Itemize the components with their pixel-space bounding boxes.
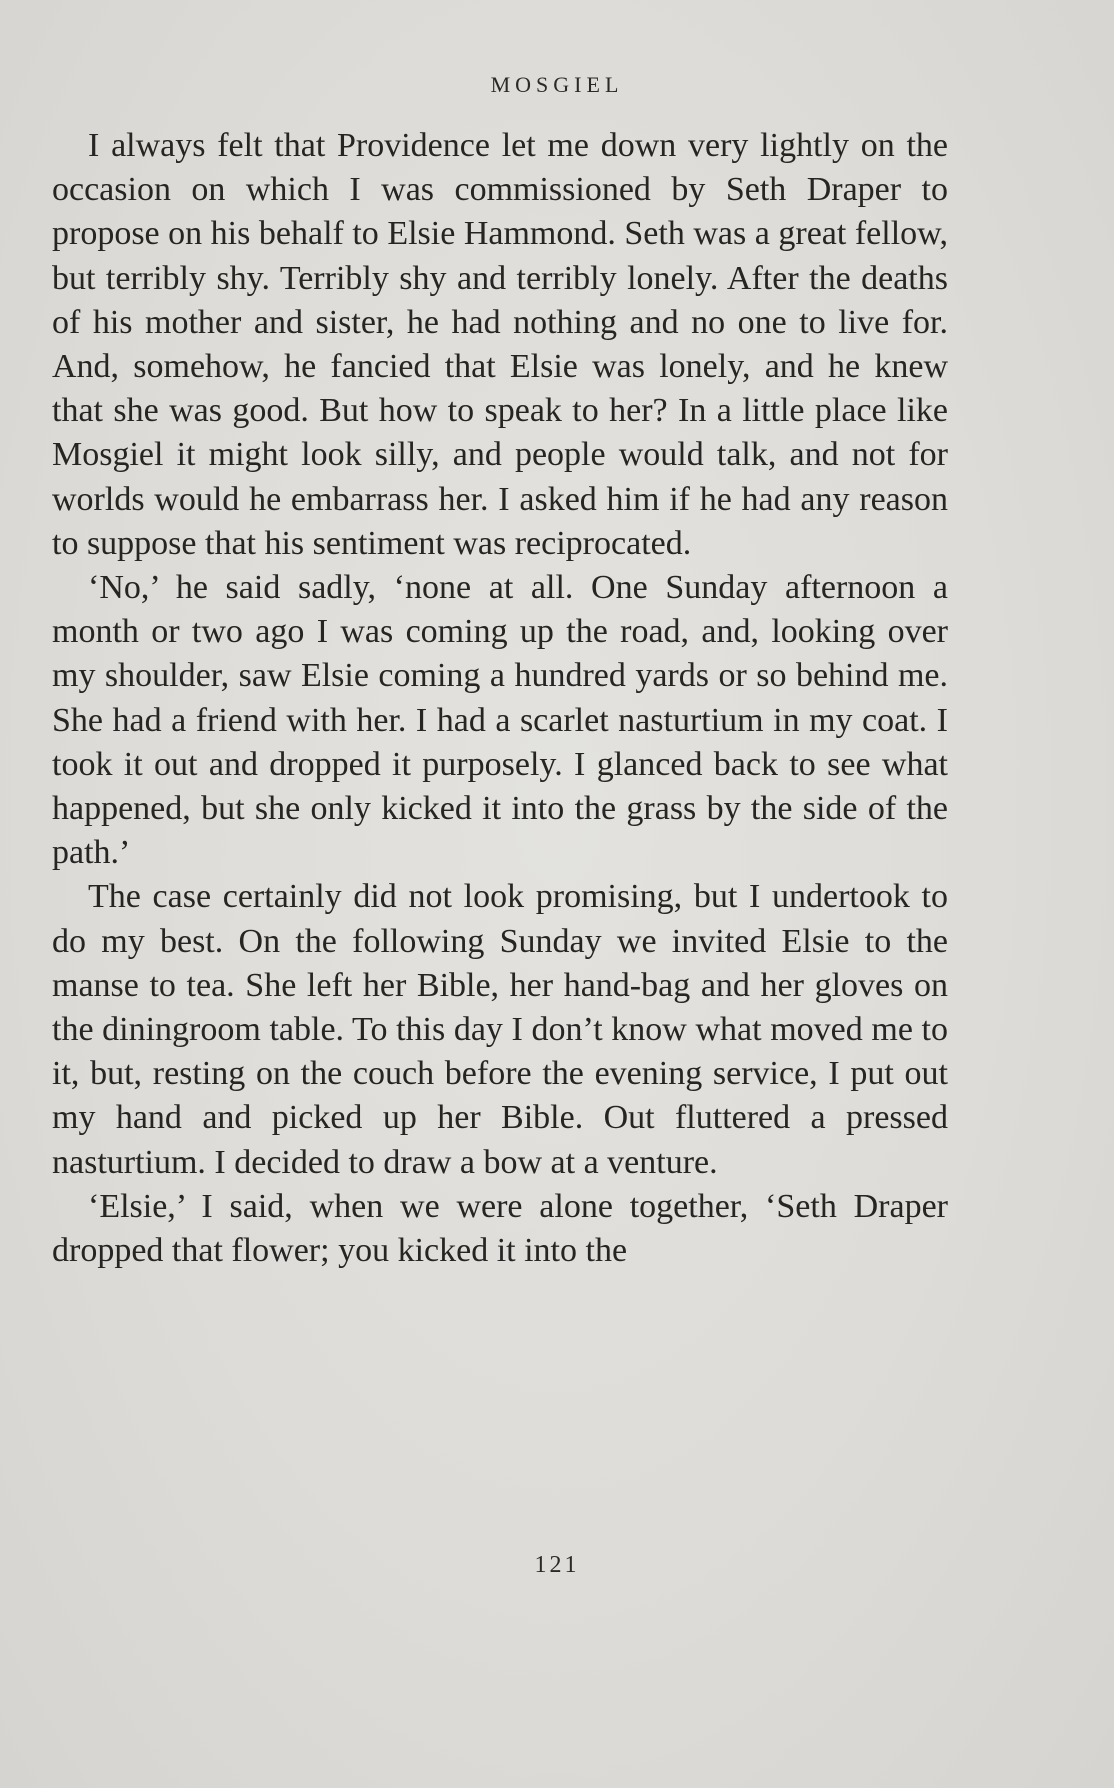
paragraph-3: The case certainly did not look promising, but I undertook to do my best. On the following Sunday we invited Elsie to the manse to tea. She left her Bible, her hand-bag and her gloves on the diningroom table. To this day I don’t know what moved me to it, but, resting on the couch before the evening service, I put out my hand and picked up her Bible. Out fluttered a pressed nasturtium. I decided to draw a bow at a venture. xyxy=(52,878,948,1181)
page-number: 121 xyxy=(534,1552,580,1578)
paragraph-1: I always felt that Providence let me down very lightly on the occasion on which I was commissioned by Seth Draper to propose on his behalf to Elsie Hammond. Seth was a great fellow, but terribly shy. Terribly shy and terribly lonely. After the deaths of his mother and sister, he had nothing and no one to live for. And, somehow, he fancied that Elsie was lonely, and he knew that she was good. But how to speak to her? In a little place like Mosgiel it might look silly, and people would talk, and not for worlds would he embarrass her. I asked him if he had any reason to suppose that his sentiment was reciprocated. xyxy=(52,127,948,562)
paragraph-2: ‘No,’ he said sadly, ‘none at all. One Sunday afternoon a month or two ago I was coming up the road, and, looking over my shoulder, saw Elsie coming a hundred yards or so behind me. She had a friend with her. I had a scarlet nasturtium in my coat. I took it out and dropped it purposely. I glanced back to see what happened, but she only kicked it into the grass by the side of the path.’ xyxy=(52,569,948,872)
running-head: MOSGIEL xyxy=(490,72,624,97)
paragraph-4: ‘Elsie,’ I said, when we were alone together, ‘Seth Draper dropped that flower; you kicked it into the xyxy=(52,1187,948,1270)
body-text xyxy=(52,124,948,1273)
